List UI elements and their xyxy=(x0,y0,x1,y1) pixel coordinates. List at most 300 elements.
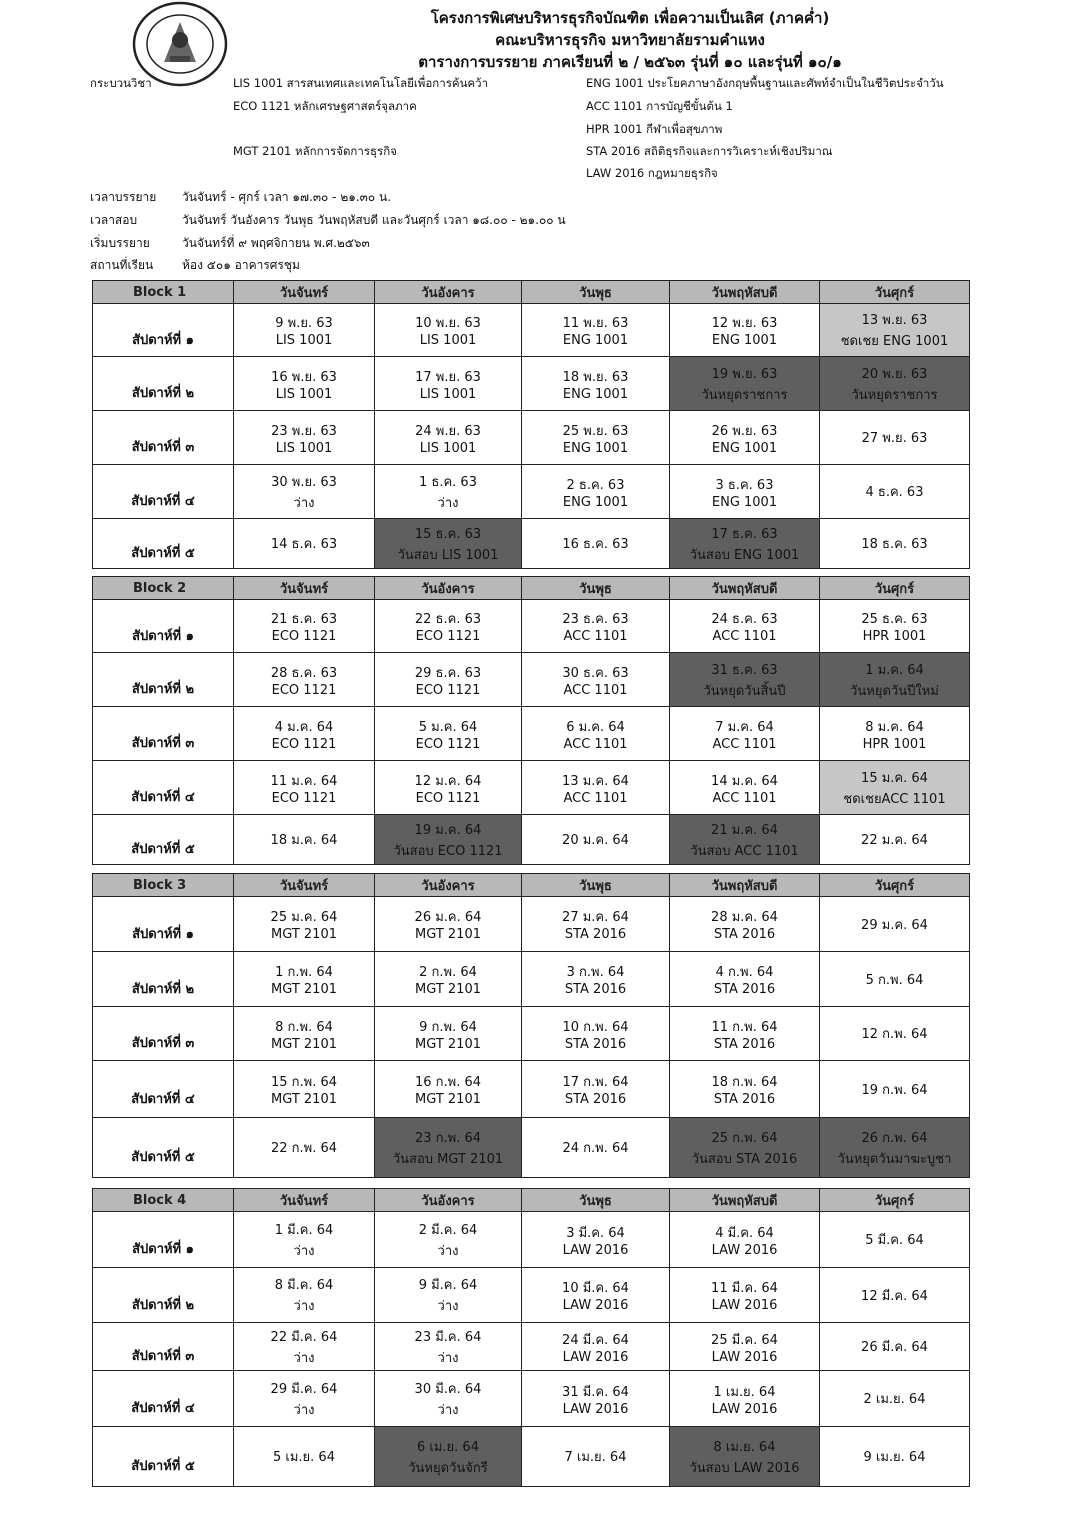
day-header: วันศุกร์ xyxy=(820,874,970,897)
cell-date: 26 ก.พ. 64 xyxy=(861,1130,928,1146)
cell-date: 20 ม.ค. 64 xyxy=(562,833,629,848)
cell-date: 17 ก.พ. 64 xyxy=(562,1075,629,1090)
day-cell xyxy=(234,600,375,653)
day-cell xyxy=(234,707,375,761)
day-header: วันพฤหัสบดี xyxy=(670,1189,820,1212)
cell-date: 29 ม.ค. 64 xyxy=(861,917,928,933)
cell-date: 26 มี.ค. 64 xyxy=(861,1340,928,1355)
cell-date: 30 ธ.ค. 63 xyxy=(562,665,629,681)
week-cell xyxy=(93,1061,234,1118)
week-row xyxy=(93,1007,970,1061)
day-cell xyxy=(820,1268,970,1323)
cell-date: 14 ม.ค. 64 xyxy=(711,773,778,789)
day-cell xyxy=(820,707,970,761)
week-cell xyxy=(93,519,234,569)
week-label: สัปดาห์ที่ ๕ xyxy=(131,546,195,561)
cell-subject: STA 2016 xyxy=(713,927,776,942)
day-cell xyxy=(820,1061,970,1118)
week-row xyxy=(93,304,970,357)
day-cell xyxy=(234,519,375,569)
day-cell xyxy=(670,761,820,815)
cell-subject: STA 2016 xyxy=(564,1092,627,1107)
day-cell xyxy=(522,952,670,1007)
day-cell xyxy=(670,1371,820,1427)
cell-date: 12 มี.ค. 64 xyxy=(861,1288,928,1304)
cell-date: 23 มี.ค. 64 xyxy=(414,1329,482,1345)
day-cell xyxy=(234,1323,375,1371)
day-cell xyxy=(522,653,670,707)
week-row xyxy=(93,600,970,653)
day-cell xyxy=(522,465,670,519)
cell-subject: MGT 2101 xyxy=(415,1036,481,1052)
cell-subject: วันหยุดวันมาฆะบูชา xyxy=(837,1151,952,1167)
cell-subject: ว่าง xyxy=(293,1350,315,1366)
week-cell xyxy=(93,1371,234,1427)
day-cell xyxy=(234,411,375,465)
day-cell xyxy=(234,1427,375,1487)
week-label: สัปดาห์ที่ ๔ xyxy=(131,494,195,509)
place-value: ห้อง ๕๐๑ อาคารศรชุม xyxy=(182,258,300,272)
cell-date: 15 ม.ค. 64 xyxy=(861,770,928,786)
week-label: สัปดาห์ที่ ๑ xyxy=(132,926,194,942)
cell-date: 12 ม.ค. 64 xyxy=(414,773,482,789)
cell-subject: MGT 2101 xyxy=(415,927,481,942)
cell-date: 26 พ.ย. 63 xyxy=(711,423,778,439)
cell-subject: LAW 2016 xyxy=(711,1298,778,1313)
cell-date: 28 ม.ค. 64 xyxy=(711,910,778,925)
lecture-time-value: วันจันทร์ - ศุกร์ เวลา ๑๗.๓๐ - ๒๑.๓๐ น. xyxy=(182,190,392,204)
day-cell xyxy=(820,357,970,411)
day-cell xyxy=(234,465,375,519)
cell-subject: LIS 1001 xyxy=(419,333,477,348)
cell-date: 22 ธ.ค. 63 xyxy=(414,612,482,627)
day-cell xyxy=(234,1118,375,1178)
day-cell xyxy=(522,761,670,815)
day-cell xyxy=(234,1371,375,1427)
cell-subject: LIS 1001 xyxy=(275,333,333,348)
cell-subject: ว่าง xyxy=(437,1402,459,1418)
cell-subject: วันหยุดวันปีใหม่ xyxy=(850,683,939,699)
cell-subject: ENG 1001 xyxy=(711,494,778,510)
cell-date: 31 มี.ค. 64 xyxy=(562,1384,629,1400)
cell-date: 3 ธ.ค. 63 xyxy=(715,477,774,493)
course-right-2: ACC 1101 การบัญชีขั้นต้น 1 xyxy=(586,99,733,113)
cell-subject: วันสอบ LIS 1001 xyxy=(397,547,499,563)
day-cell xyxy=(820,1371,970,1427)
cell-date: 8 ก.พ. 64 xyxy=(275,1019,333,1035)
week-cell xyxy=(93,1212,234,1268)
cell-date: 1 ก.พ. 64 xyxy=(275,965,333,980)
day-header: วันพุธ xyxy=(522,577,670,600)
cell-date: 7 ม.ค. 64 xyxy=(715,719,774,735)
cell-date: 18 ธ.ค. 63 xyxy=(861,537,928,552)
cell-date: 23 พ.ย. 63 xyxy=(271,423,337,439)
cell-subject: วันสอบ LAW 2016 xyxy=(689,1460,800,1476)
cell-date: 28 ธ.ค. 63 xyxy=(270,665,338,681)
day-cell xyxy=(375,1427,522,1487)
day-header: วันอังคาร xyxy=(375,281,522,304)
day-cell xyxy=(375,761,522,815)
start-date-label: เริ่มบรรยาย xyxy=(90,236,150,250)
week-cell xyxy=(93,1118,234,1178)
week-label: สัปดาห์ที่ ๓ xyxy=(131,736,195,751)
cell-date: 22 ก.พ. 64 xyxy=(270,1141,338,1156)
week-row xyxy=(93,1118,970,1178)
cell-subject: ว่าง xyxy=(437,1243,459,1259)
cell-date: 4 ก.พ. 64 xyxy=(715,965,774,980)
cell-date: 9 มี.ค. 64 xyxy=(418,1278,478,1293)
cell-date: 24 ธ.ค. 63 xyxy=(711,612,778,627)
cell-subject: ACC 1101 xyxy=(563,736,628,752)
cell-date: 19 ม.ค. 64 xyxy=(414,822,482,838)
cell-subject: LAW 2016 xyxy=(562,1401,629,1417)
cell-date: 1 ม.ค. 64 xyxy=(865,662,924,678)
cell-date: 12 พ.ย. 63 xyxy=(711,316,778,331)
day-cell xyxy=(375,1268,522,1323)
day-header: วันพฤหัสบดี xyxy=(670,577,820,600)
cell-subject: MGT 2101 xyxy=(271,927,337,942)
cell-date: 15 ธ.ค. 63 xyxy=(414,526,482,542)
cell-date: 24 ก.พ. 64 xyxy=(562,1141,629,1156)
cell-subject: ECO 1121 xyxy=(415,682,481,698)
cell-subject: ENG 1001 xyxy=(562,494,629,510)
cell-subject: HPR 1001 xyxy=(862,629,927,644)
day-cell xyxy=(670,1323,820,1371)
day-cell xyxy=(820,411,970,465)
cell-date: 2 ก.พ. 64 xyxy=(419,965,477,980)
exam-time-value: วันจันทร์ วันอังคาร วันพุธ วันพฤหัสบดี และวันศุกร์ เวลา ๑๘.๐๐ - ๒๑.๐๐ น xyxy=(182,213,566,227)
cell-date: 21 ม.ค. 64 xyxy=(711,822,778,838)
day-header: วันจันทร์ xyxy=(234,281,375,304)
cell-date: 29 มี.ค. 64 xyxy=(270,1381,338,1397)
cell-subject: วันสอบ ECO 1121 xyxy=(393,843,503,859)
cell-date: 18 ก.พ. 64 xyxy=(711,1075,778,1090)
cell-date: 8 มี.ค. 64 xyxy=(274,1278,334,1293)
week-label: สัปดาห์ที่ ๔ xyxy=(131,1091,195,1107)
cell-date: 8 ม.ค. 64 xyxy=(865,719,924,735)
day-cell xyxy=(375,1118,522,1178)
cell-subject: ACC 1101 xyxy=(712,790,777,806)
day-cell xyxy=(820,815,970,865)
day-cell xyxy=(522,1007,670,1061)
course-right-5: LAW 2016 กฎหมายธุรกิจ xyxy=(586,166,718,180)
cell-date: 27 ม.ค. 64 xyxy=(562,910,629,925)
cell-subject: ECO 1121 xyxy=(415,629,481,644)
week-label: สัปดาห์ที่ ๓ xyxy=(131,440,195,455)
day-cell xyxy=(522,1118,670,1178)
day-header: วันอังคาร xyxy=(375,577,522,600)
week-cell xyxy=(93,600,234,653)
course-right-4: STA 2016 สถิติธุรกิจและการวิเคราะห์เชิงปริมาณ xyxy=(586,144,833,158)
cell-date: 17 ธ.ค. 63 xyxy=(711,526,778,542)
week-cell xyxy=(93,1007,234,1061)
day-cell xyxy=(670,1212,820,1268)
cell-subject: STA 2016 xyxy=(713,982,776,997)
week-cell xyxy=(93,653,234,707)
cell-subject: วันหยุดวันจักรี xyxy=(408,1460,488,1476)
day-cell xyxy=(234,1212,375,1268)
week-label: สัปดาห์ที่ ๒ xyxy=(131,682,195,697)
cell-date: 22 ม.ค. 64 xyxy=(861,833,928,848)
cell-date: 2 ธ.ค. 63 xyxy=(566,477,625,493)
cell-subject: LAW 2016 xyxy=(562,1349,629,1365)
exam-time-label: เวลาสอบ xyxy=(90,213,138,227)
week-row xyxy=(93,1061,970,1118)
cell-subject: LIS 1001 xyxy=(275,386,333,402)
cell-subject: ACC 1101 xyxy=(563,682,628,698)
day-cell xyxy=(522,1323,670,1371)
week-cell xyxy=(93,357,234,411)
cell-subject: STA 2016 xyxy=(564,927,627,942)
week-label: สัปดาห์ที่ ๒ xyxy=(131,981,195,997)
day-cell xyxy=(234,304,375,357)
cell-date: 2 มี.ค. 64 xyxy=(418,1222,478,1238)
day-cell xyxy=(234,1061,375,1118)
day-header: วันศุกร์ xyxy=(820,281,970,304)
week-row xyxy=(93,519,970,569)
day-header: วันอังคาร xyxy=(375,874,522,897)
cell-subject: วันหยุดราชการ xyxy=(701,387,788,403)
cell-date: 10 มี.ค. 64 xyxy=(562,1281,629,1296)
cell-subject: ECO 1121 xyxy=(271,736,337,752)
schedule-block-1 xyxy=(92,280,970,569)
day-cell xyxy=(522,304,670,357)
cell-date: 16 ธ.ค. 63 xyxy=(562,537,629,552)
cell-date: 3 ก.พ. 64 xyxy=(566,965,625,980)
cell-subject: ว่าง xyxy=(293,1243,315,1259)
day-cell xyxy=(375,357,522,411)
cell-subject: LAW 2016 xyxy=(711,1242,778,1258)
day-cell xyxy=(820,1007,970,1061)
block-header-row xyxy=(93,1189,970,1212)
cell-date: 5 เม.ย. 64 xyxy=(273,1450,335,1465)
day-header: วันพุธ xyxy=(522,1189,670,1212)
day-cell xyxy=(522,1371,670,1427)
week-cell xyxy=(93,707,234,761)
day-cell xyxy=(522,519,670,569)
course-right-1: ENG 1001 ประโยคภาษาอังกฤษพื้นฐานและศัพท์จำเป็นในชีวิตประจำวัน xyxy=(586,76,944,90)
day-cell xyxy=(375,1212,522,1268)
cell-date: 17 พ.ย. 63 xyxy=(415,369,481,385)
cell-subject: ENG 1001 xyxy=(562,440,629,456)
place xyxy=(90,256,300,275)
day-cell xyxy=(670,1268,820,1323)
block-name: Block 4 xyxy=(93,1189,234,1212)
day-header: วันพุธ xyxy=(522,874,670,897)
cell-subject: ECO 1121 xyxy=(271,790,337,806)
cell-date: 25 ม.ค. 64 xyxy=(270,910,338,925)
day-cell xyxy=(670,1007,820,1061)
cell-subject: วันหยุดวันสิ้นปี xyxy=(703,683,786,699)
week-cell xyxy=(93,952,234,1007)
week-label: สัปดาห์ที่ ๕ xyxy=(131,842,195,857)
week-row xyxy=(93,465,970,519)
cell-date: 6 ม.ค. 64 xyxy=(566,719,625,735)
cell-date: 23 ธ.ค. 63 xyxy=(562,612,629,627)
cell-date: 21 ธ.ค. 63 xyxy=(270,612,338,627)
cell-date: 20 พ.ย. 63 xyxy=(861,366,928,382)
day-cell xyxy=(670,357,820,411)
day-header: วันจันทร์ xyxy=(234,577,375,600)
cell-subject: ACC 1101 xyxy=(712,736,777,752)
day-cell xyxy=(522,1268,670,1323)
week-cell xyxy=(93,897,234,952)
day-cell xyxy=(522,600,670,653)
day-cell xyxy=(670,653,820,707)
day-cell xyxy=(522,707,670,761)
week-label: สัปดาห์ที่ ๒ xyxy=(131,1297,195,1313)
cell-subject: ชดเชยACC 1101 xyxy=(843,791,946,807)
cell-date: 30 มี.ค. 64 xyxy=(414,1381,482,1397)
cell-date: 6 เม.ย. 64 xyxy=(417,1439,479,1455)
cell-date: 3 มี.ค. 64 xyxy=(566,1225,625,1241)
start-date-value: วันจันทร์ที่ ๙ พฤศจิกายน พ.ศ.๒๕๖๓ xyxy=(182,236,370,250)
cell-date: 24 พ.ย. 63 xyxy=(415,423,481,439)
day-cell xyxy=(670,519,820,569)
day-cell xyxy=(375,952,522,1007)
day-cell xyxy=(375,1371,522,1427)
day-cell xyxy=(670,897,820,952)
faculty-title: คณะบริหารธุรกิจ มหาวิทยาลัยรามคำแหง xyxy=(495,31,765,49)
cell-date: 19 ก.พ. 64 xyxy=(861,1082,928,1098)
week-row xyxy=(93,952,970,1007)
day-cell xyxy=(234,761,375,815)
week-label: สัปดาห์ที่ ๕ xyxy=(131,1150,195,1165)
day-cell xyxy=(670,815,820,865)
cell-subject: วันสอบ ENG 1001 xyxy=(689,547,800,563)
cell-date: 9 ก.พ. 64 xyxy=(419,1019,477,1035)
cell-subject: LAW 2016 xyxy=(562,1298,629,1313)
cell-subject: MGT 2101 xyxy=(271,982,337,997)
cell-subject: ENG 1001 xyxy=(711,333,778,348)
day-cell xyxy=(670,1427,820,1487)
week-row xyxy=(93,1268,970,1323)
cell-date: 23 ก.พ. 64 xyxy=(414,1130,482,1146)
week-label: สัปดาห์ที่ ๓ xyxy=(131,1036,195,1051)
cell-date: 1 เม.ย. 64 xyxy=(713,1384,776,1400)
cell-date: 10 พ.ย. 63 xyxy=(415,316,481,331)
courses-label: กระบวนวิชา xyxy=(90,76,152,90)
week-row xyxy=(93,1427,970,1487)
cell-date: 5 ก.พ. 64 xyxy=(865,972,924,988)
day-header: วันพฤหัสบดี xyxy=(670,281,820,304)
cell-date: 2 เม.ย. 64 xyxy=(863,1392,926,1407)
block-name: Block 2 xyxy=(93,577,234,600)
day-cell xyxy=(234,1268,375,1323)
day-cell xyxy=(670,1061,820,1118)
schedule-title: ตารางการบรรยาย ภาคเรียนที่ ๒ / ๒๕๖๓ รุ่นที่ ๑๐ และรุ่นที่ ๑๐/๑ xyxy=(418,53,842,71)
cell-subject: MGT 2101 xyxy=(415,1092,481,1107)
cell-date: 10 ก.พ. 64 xyxy=(562,1019,629,1035)
cell-subject: ACC 1101 xyxy=(712,629,777,644)
day-cell xyxy=(670,465,820,519)
cell-date: 16 ก.พ. 64 xyxy=(414,1075,482,1090)
day-cell xyxy=(820,761,970,815)
cell-date: 11 พ.ย. 63 xyxy=(562,316,629,331)
week-row xyxy=(93,1323,970,1371)
cell-subject: STA 2016 xyxy=(564,1036,627,1052)
cell-subject: ว่าง xyxy=(293,1299,315,1314)
cell-subject: STA 2016 xyxy=(564,982,627,997)
cell-subject: ว่าง xyxy=(437,495,459,511)
cell-date: 7 เม.ย. 64 xyxy=(564,1450,627,1465)
cell-subject: MGT 2101 xyxy=(271,1036,337,1052)
cell-date: 24 มี.ค. 64 xyxy=(562,1332,629,1348)
day-cell xyxy=(234,1007,375,1061)
day-cell xyxy=(820,600,970,653)
day-header: วันพฤหัสบดี xyxy=(670,874,820,897)
cell-subject: LIS 1001 xyxy=(275,440,333,456)
day-cell xyxy=(670,600,820,653)
week-label: สัปดาห์ที่ ๓ xyxy=(131,1349,195,1364)
day-cell xyxy=(820,519,970,569)
lecture-time-label: เวลาบรรยาย xyxy=(90,190,157,204)
cell-date: 25 มี.ค. 64 xyxy=(711,1332,778,1348)
exam-time xyxy=(90,211,566,230)
cell-date: 16 พ.ย. 63 xyxy=(271,369,337,385)
day-cell xyxy=(375,465,522,519)
day-cell xyxy=(234,357,375,411)
day-cell xyxy=(375,707,522,761)
day-cell xyxy=(375,600,522,653)
cell-subject: LIS 1001 xyxy=(419,440,477,456)
cell-subject: STA 2016 xyxy=(713,1036,776,1052)
day-cell xyxy=(522,1061,670,1118)
cell-date: 11 ก.พ. 64 xyxy=(711,1019,778,1035)
week-label: สัปดาห์ที่ ๑ xyxy=(132,1242,194,1257)
day-cell xyxy=(670,707,820,761)
cell-subject: ENG 1001 xyxy=(562,386,629,402)
cell-date: 30 พ.ย. 63 xyxy=(271,474,337,490)
week-label: สัปดาห์ที่ ๒ xyxy=(131,386,195,401)
schedule-block-4 xyxy=(92,1188,970,1487)
lecture-time xyxy=(90,188,391,207)
day-cell xyxy=(234,815,375,865)
course-right-3: HPR 1001 กีฬาเพื่อสุขภาพ xyxy=(586,122,723,136)
day-cell xyxy=(820,952,970,1007)
week-cell xyxy=(93,1427,234,1487)
week-row xyxy=(93,357,970,411)
block-header-row xyxy=(93,874,970,897)
week-label: สัปดาห์ที่ ๑ xyxy=(132,628,194,644)
day-cell xyxy=(375,411,522,465)
cell-date: 9 พ.ย. 63 xyxy=(275,316,333,331)
cell-subject: MGT 2101 xyxy=(271,1092,337,1107)
cell-date: 31 ธ.ค. 63 xyxy=(711,662,778,678)
day-cell xyxy=(375,897,522,952)
cell-subject: LAW 2016 xyxy=(562,1242,629,1258)
day-cell xyxy=(375,1061,522,1118)
cell-subject: ECO 1121 xyxy=(271,629,337,644)
day-cell xyxy=(820,465,970,519)
day-cell xyxy=(375,653,522,707)
day-header: วันจันทร์ xyxy=(234,874,375,897)
cell-subject: ว่าง xyxy=(293,1402,315,1418)
cell-date: 14 ธ.ค. 63 xyxy=(270,537,338,552)
cell-date: 4 ธ.ค. 63 xyxy=(865,485,924,500)
day-cell xyxy=(234,653,375,707)
cell-date: 9 เม.ย. 64 xyxy=(863,1450,926,1465)
cell-subject: วันสอบ STA 2016 xyxy=(691,1151,798,1167)
course-left-1: LIS 1001 สารสนเทศและเทคโนโลยีเพื่อการค้นคว้า xyxy=(233,76,489,90)
day-cell xyxy=(820,1212,970,1268)
cell-date: 19 พ.ย. 63 xyxy=(711,366,778,382)
cell-date: 26 ม.ค. 64 xyxy=(414,910,482,925)
day-header: วันศุกร์ xyxy=(820,577,970,600)
week-cell xyxy=(93,304,234,357)
cell-subject: STA 2016 xyxy=(713,1092,776,1107)
cell-subject: ACC 1101 xyxy=(563,790,628,806)
